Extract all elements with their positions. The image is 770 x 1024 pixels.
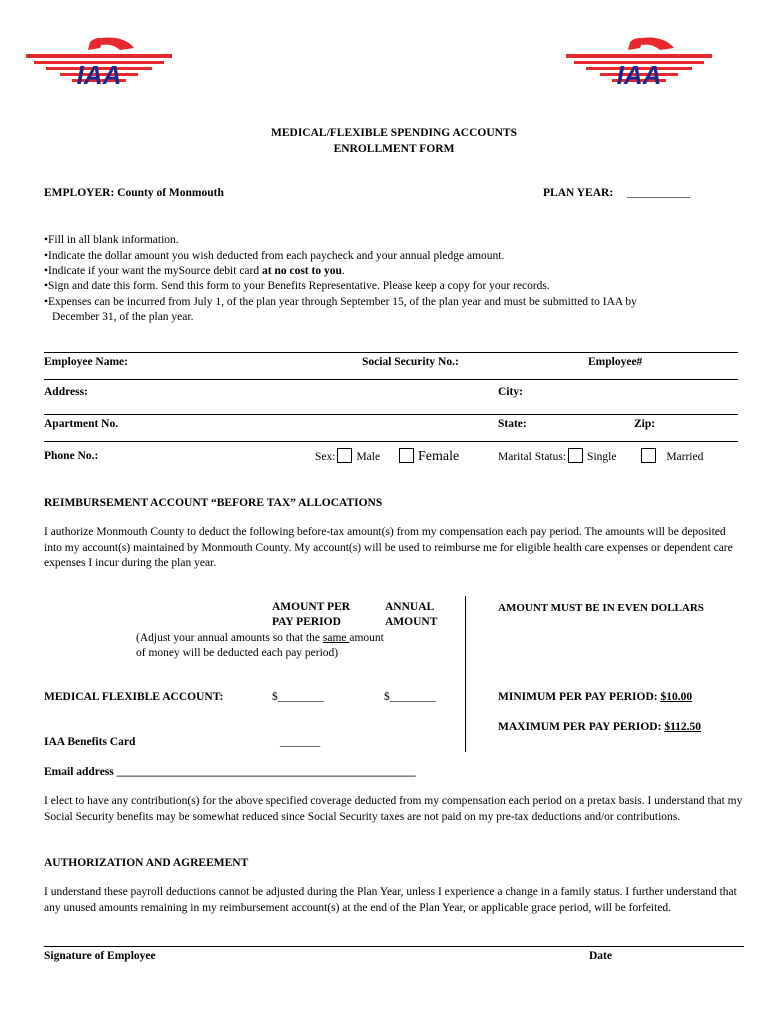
male-checkbox[interactable] (337, 448, 352, 463)
employer-label: EMPLOYER: County of Monmouth (44, 187, 224, 199)
date-label[interactable]: Date (589, 950, 612, 962)
benefits-card-field[interactable]: _______ (280, 736, 321, 748)
married-label: Married (666, 451, 704, 463)
svg-text:IAA: IAA (616, 60, 662, 90)
address-field[interactable]: Address: (44, 386, 88, 398)
sex-group (315, 448, 459, 465)
reimbursement-heading: REIMBURSEMENT ACCOUNT “BEFORE TAX” ALLOCATIONS (44, 497, 383, 509)
city-field[interactable]: City: (498, 386, 523, 398)
minimum-per-period: MINIMUM PER PAY PERIOD: $10.00 (498, 691, 693, 703)
signature-line (44, 946, 744, 947)
ssn-field[interactable]: Social Security No.: (362, 356, 459, 368)
sex-label: Sex: (315, 451, 336, 463)
divider-apartment (44, 441, 738, 442)
state-field[interactable]: State: (498, 418, 527, 430)
phone-field[interactable]: Phone No.: (44, 450, 99, 462)
medical-per-period-field[interactable]: $________ (272, 691, 324, 703)
adjust-note-line2: of money will be deducted each pay period) (136, 647, 339, 659)
benefits-card-label: IAA Benefits Card (44, 736, 136, 748)
female-checkbox[interactable] (399, 448, 414, 463)
even-dollars-note: AMOUNT MUST BE IN EVEN DOLLARS (498, 602, 704, 614)
plan-year-label: PLAN YEAR: (543, 187, 614, 199)
divider-name (44, 379, 738, 380)
plan-year-field[interactable]: ___________ (627, 187, 691, 199)
signature-label[interactable]: Signature of Employee (44, 950, 156, 962)
iaa-logo-right (564, 36, 714, 90)
zip-field[interactable]: Zip: (634, 418, 656, 430)
elect-paragraph: I elect to have any contribution(s) for the above specified coverage deducted from my compensation each period on a pretax basis. I understand that my Social Security benefits may be somewhat reduced since Social Security taxes are not paid on my pre-tax deductions and/or contributions. (44, 795, 743, 823)
authorization-heading: AUTHORIZATION AND AGREEMENT (44, 857, 249, 869)
apartment-field[interactable]: Apartment No. (44, 418, 119, 430)
divider-top (44, 352, 738, 353)
single-label: Single (587, 451, 617, 463)
married-checkbox[interactable] (641, 448, 656, 463)
form-title-line2: ENROLLMENT FORM (333, 143, 455, 155)
employee-name-field[interactable]: Employee Name: (44, 356, 128, 368)
maximum-per-period: MAXIMUM PER PAY PERIOD: $112.50 (498, 721, 702, 733)
medical-annual-field[interactable]: $________ (384, 691, 436, 703)
amount-per-heading-1: AMOUNT PER (272, 601, 351, 613)
instruction-4: •Sign and date this form. Send this form to your Benefits Representative. Please keep a copy for your records. (44, 280, 550, 292)
form-title-line1: MEDICAL/FLEXIBLE SPENDING ACCOUNTS (270, 127, 517, 139)
female-label: Female (417, 449, 460, 464)
divider-address (44, 414, 738, 415)
authorization-paragraph: I understand these payroll deductions cannot be adjusted during the Plan Year, unless I experience a change in a family status. I further understand that any unused amounts remaining in my reimbursement account(s) at the end of the Plan Year, or applicable grace period, will be forfeited. (44, 886, 737, 914)
column-divider (465, 596, 466, 752)
adjust-note-line1: (Adjust your annual amounts so that the same amount (136, 632, 384, 644)
single-checkbox[interactable] (568, 448, 583, 463)
instruction-5: •Expenses can be incurred from July 1, of the plan year through September 15, of the plan year and must be submitted to IAA by (44, 296, 637, 308)
marital-label: Marital Status: (498, 451, 567, 463)
male-label: Male (356, 451, 381, 463)
reimbursement-paragraph: I authorize Monmouth County to deduct the following before-tax amount(s) from my compensation each pay period. The amounts will be deposited into my account(s) maintained by Monmouth County. My account(s) will be used to reimburse me for eligible health care expenses or dependent care expenses I incur during the plan year. (44, 526, 733, 569)
instruction-3: •Indicate if your want the mySource debit card at no cost to you. (44, 265, 345, 277)
employee-number-field[interactable]: Employee# (588, 356, 643, 368)
medical-flexible-label: MEDICAL FLEXIBLE ACCOUNT: (44, 691, 224, 703)
amount-per-heading-2: PAY PERIOD (272, 616, 341, 628)
instruction-1: •Fill in all blank information. (44, 234, 179, 246)
svg-text:IAA: IAA (76, 60, 122, 90)
iaa-logo-left (24, 36, 174, 90)
email-field[interactable]: Email address ____________________________________________________ (44, 766, 416, 778)
instruction-2: •Indicate the dollar amount you wish deducted from each paycheck and your annual pledge amount. (44, 250, 505, 262)
annual-heading-1: ANNUAL (385, 601, 435, 613)
annual-heading-2: AMOUNT (385, 616, 438, 628)
marital-group (498, 448, 703, 463)
instruction-5-cont: December 31, of the plan year. (52, 311, 194, 323)
